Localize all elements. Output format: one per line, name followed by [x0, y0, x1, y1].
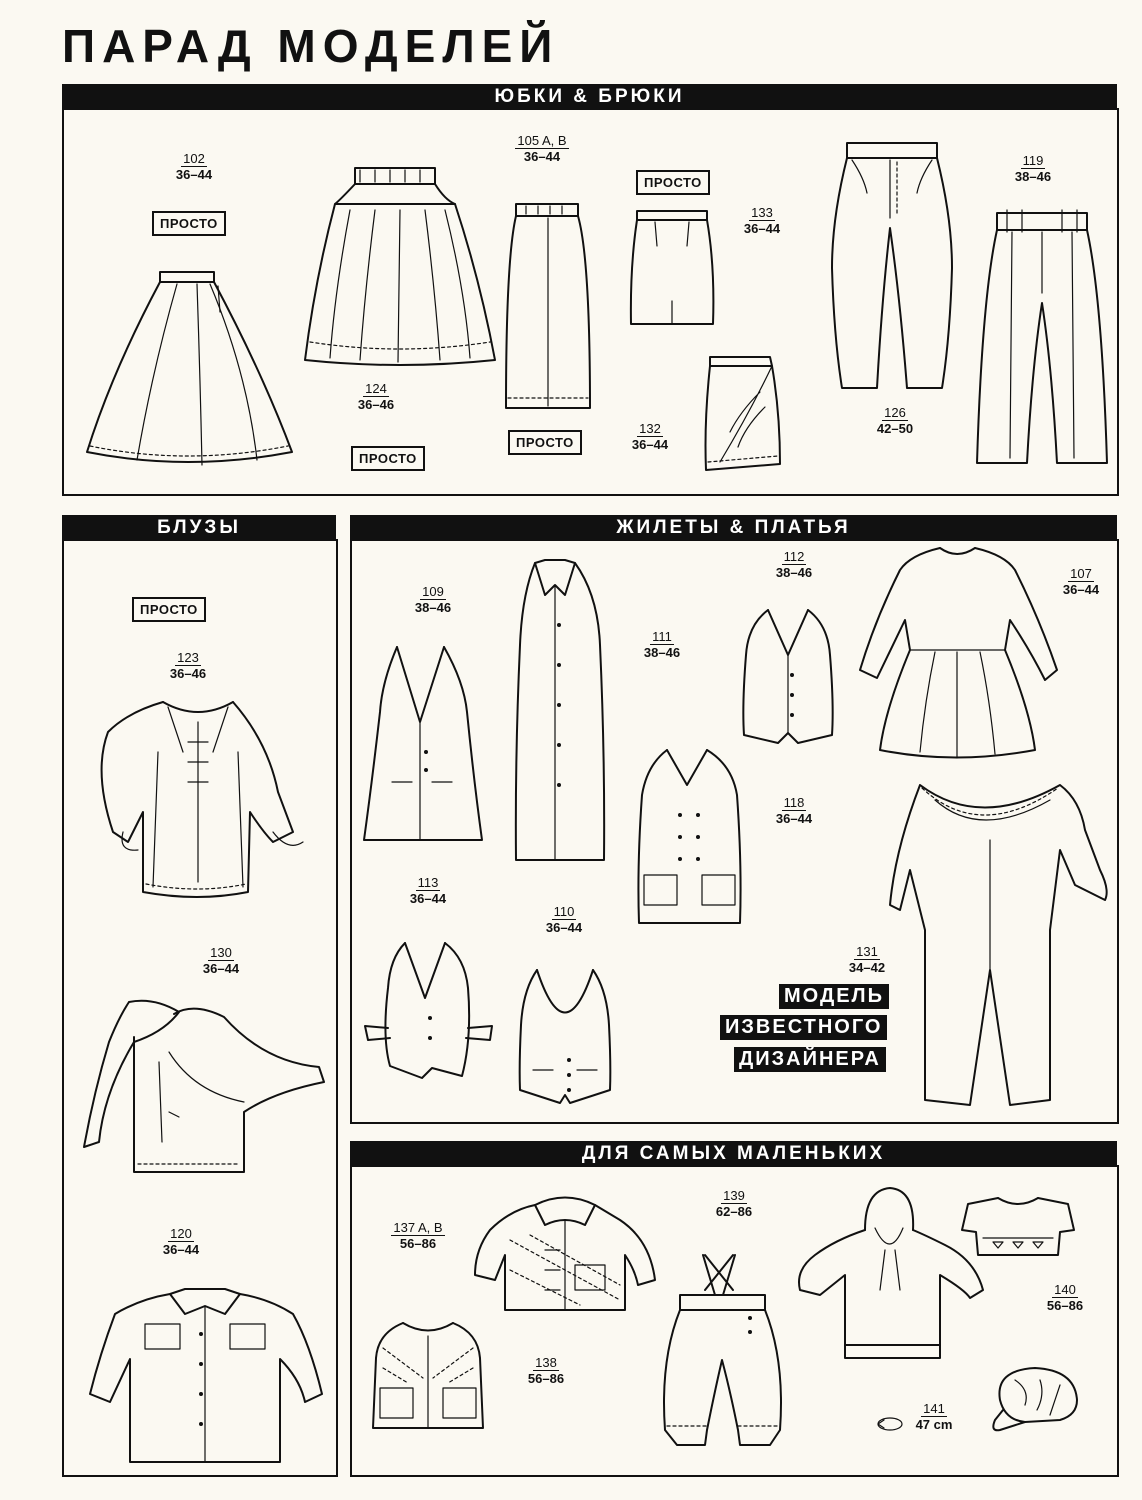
model-label-141: 141 47 cm: [915, 1401, 953, 1432]
hoodie-kids-drawing: [795, 1180, 985, 1365]
model-label-123: 123 36–46: [169, 650, 207, 681]
model-label-120: 120 36–44: [162, 1226, 200, 1257]
model-label-113: 113 36–44: [409, 875, 447, 906]
skirt-124-drawing: [300, 160, 500, 375]
section-header-vests: ЖИЛЕТЫ & ПЛАТЬЯ: [350, 515, 1117, 539]
model-label-102: 102 36–44: [175, 151, 213, 182]
model-label-139: 139 62–86: [715, 1188, 753, 1219]
vest-112-drawing: [738, 605, 838, 750]
model-label-110: 110 36–44: [545, 904, 583, 935]
model-label-112: 112 38–46: [775, 549, 813, 580]
skirt-105-drawing: [498, 198, 598, 416]
model-label-132: 132 36–44: [631, 421, 669, 452]
skirt-132-drawing: [700, 352, 790, 477]
vest-118-drawing: [632, 745, 747, 930]
designer-badge-line-2: ИЗВЕСТНОГО: [720, 1015, 887, 1040]
vest-109-drawing: [362, 642, 487, 847]
model-label-131: 131 34–42: [848, 944, 886, 975]
easy-tag-123: ПРОСТО: [132, 597, 206, 622]
model-label-140: 140 56–86: [1046, 1282, 1084, 1313]
trousers-126-drawing: [822, 138, 962, 398]
dress-107-drawing: [855, 540, 1060, 770]
page-title: ПАРАД МОДЕЛЕЙ: [62, 20, 560, 72]
skirt-102-drawing: [82, 262, 297, 472]
easy-tag-102: ПРОСТО: [152, 211, 226, 236]
blouse-123-drawing: [88, 692, 313, 902]
model-label-126: 126 42–50: [876, 405, 914, 436]
trousers-119-drawing: [972, 208, 1112, 470]
section-header-kids: ДЛЯ САМЫХ МАЛЕНЬКИХ: [350, 1141, 1117, 1165]
easy-tag-124: ПРОСТО: [351, 446, 425, 471]
vest-138-drawing: [368, 1318, 488, 1436]
vest-110-drawing: [515, 965, 615, 1107]
model-label-107: 107 36–44: [1062, 566, 1100, 597]
section-header-skirts: ЮБКИ & БРЮКИ: [62, 84, 1117, 108]
designer-badge-line-3: ДИЗАЙНЕРА: [734, 1047, 886, 1072]
designer-badge-line-1: МОДЕЛЬ: [779, 984, 889, 1009]
model-label-119: 119 38–46: [1014, 153, 1052, 184]
cap-141-drawing: [985, 1360, 1085, 1440]
model-label-118: 118 36–44: [775, 795, 813, 826]
model-label-111: 111 38–46: [643, 629, 681, 660]
easy-tag-105: ПРОСТО: [508, 430, 582, 455]
easy-tag-133: ПРОСТО: [636, 170, 710, 195]
jacket-137-drawing: [470, 1190, 660, 1315]
model-label-138: 138 56–86: [527, 1355, 565, 1386]
model-label-105: 105 A, B 36–44: [517, 133, 567, 164]
skirt-133-drawing: [625, 206, 720, 328]
blouse-130-drawing: [74, 992, 329, 1177]
dress-111-drawing: [510, 555, 610, 865]
overalls-139-drawing: [655, 1250, 790, 1460]
jumpsuit-131-drawing: [880, 770, 1115, 1115]
model-label-137: 137 A, B 56–86: [393, 1220, 443, 1251]
model-label-133: 133 36–44: [743, 205, 781, 236]
top-140-drawing: [958, 1190, 1078, 1262]
model-label-124: 124 36–46: [357, 381, 395, 412]
section-header-blouses: БЛУЗЫ: [62, 515, 336, 539]
shirt-120-drawing: [85, 1284, 325, 1466]
model-label-109: 109 38–46: [414, 584, 452, 615]
vest-113-drawing: [360, 938, 500, 1083]
model-label-130: 130 36–44: [202, 945, 240, 976]
